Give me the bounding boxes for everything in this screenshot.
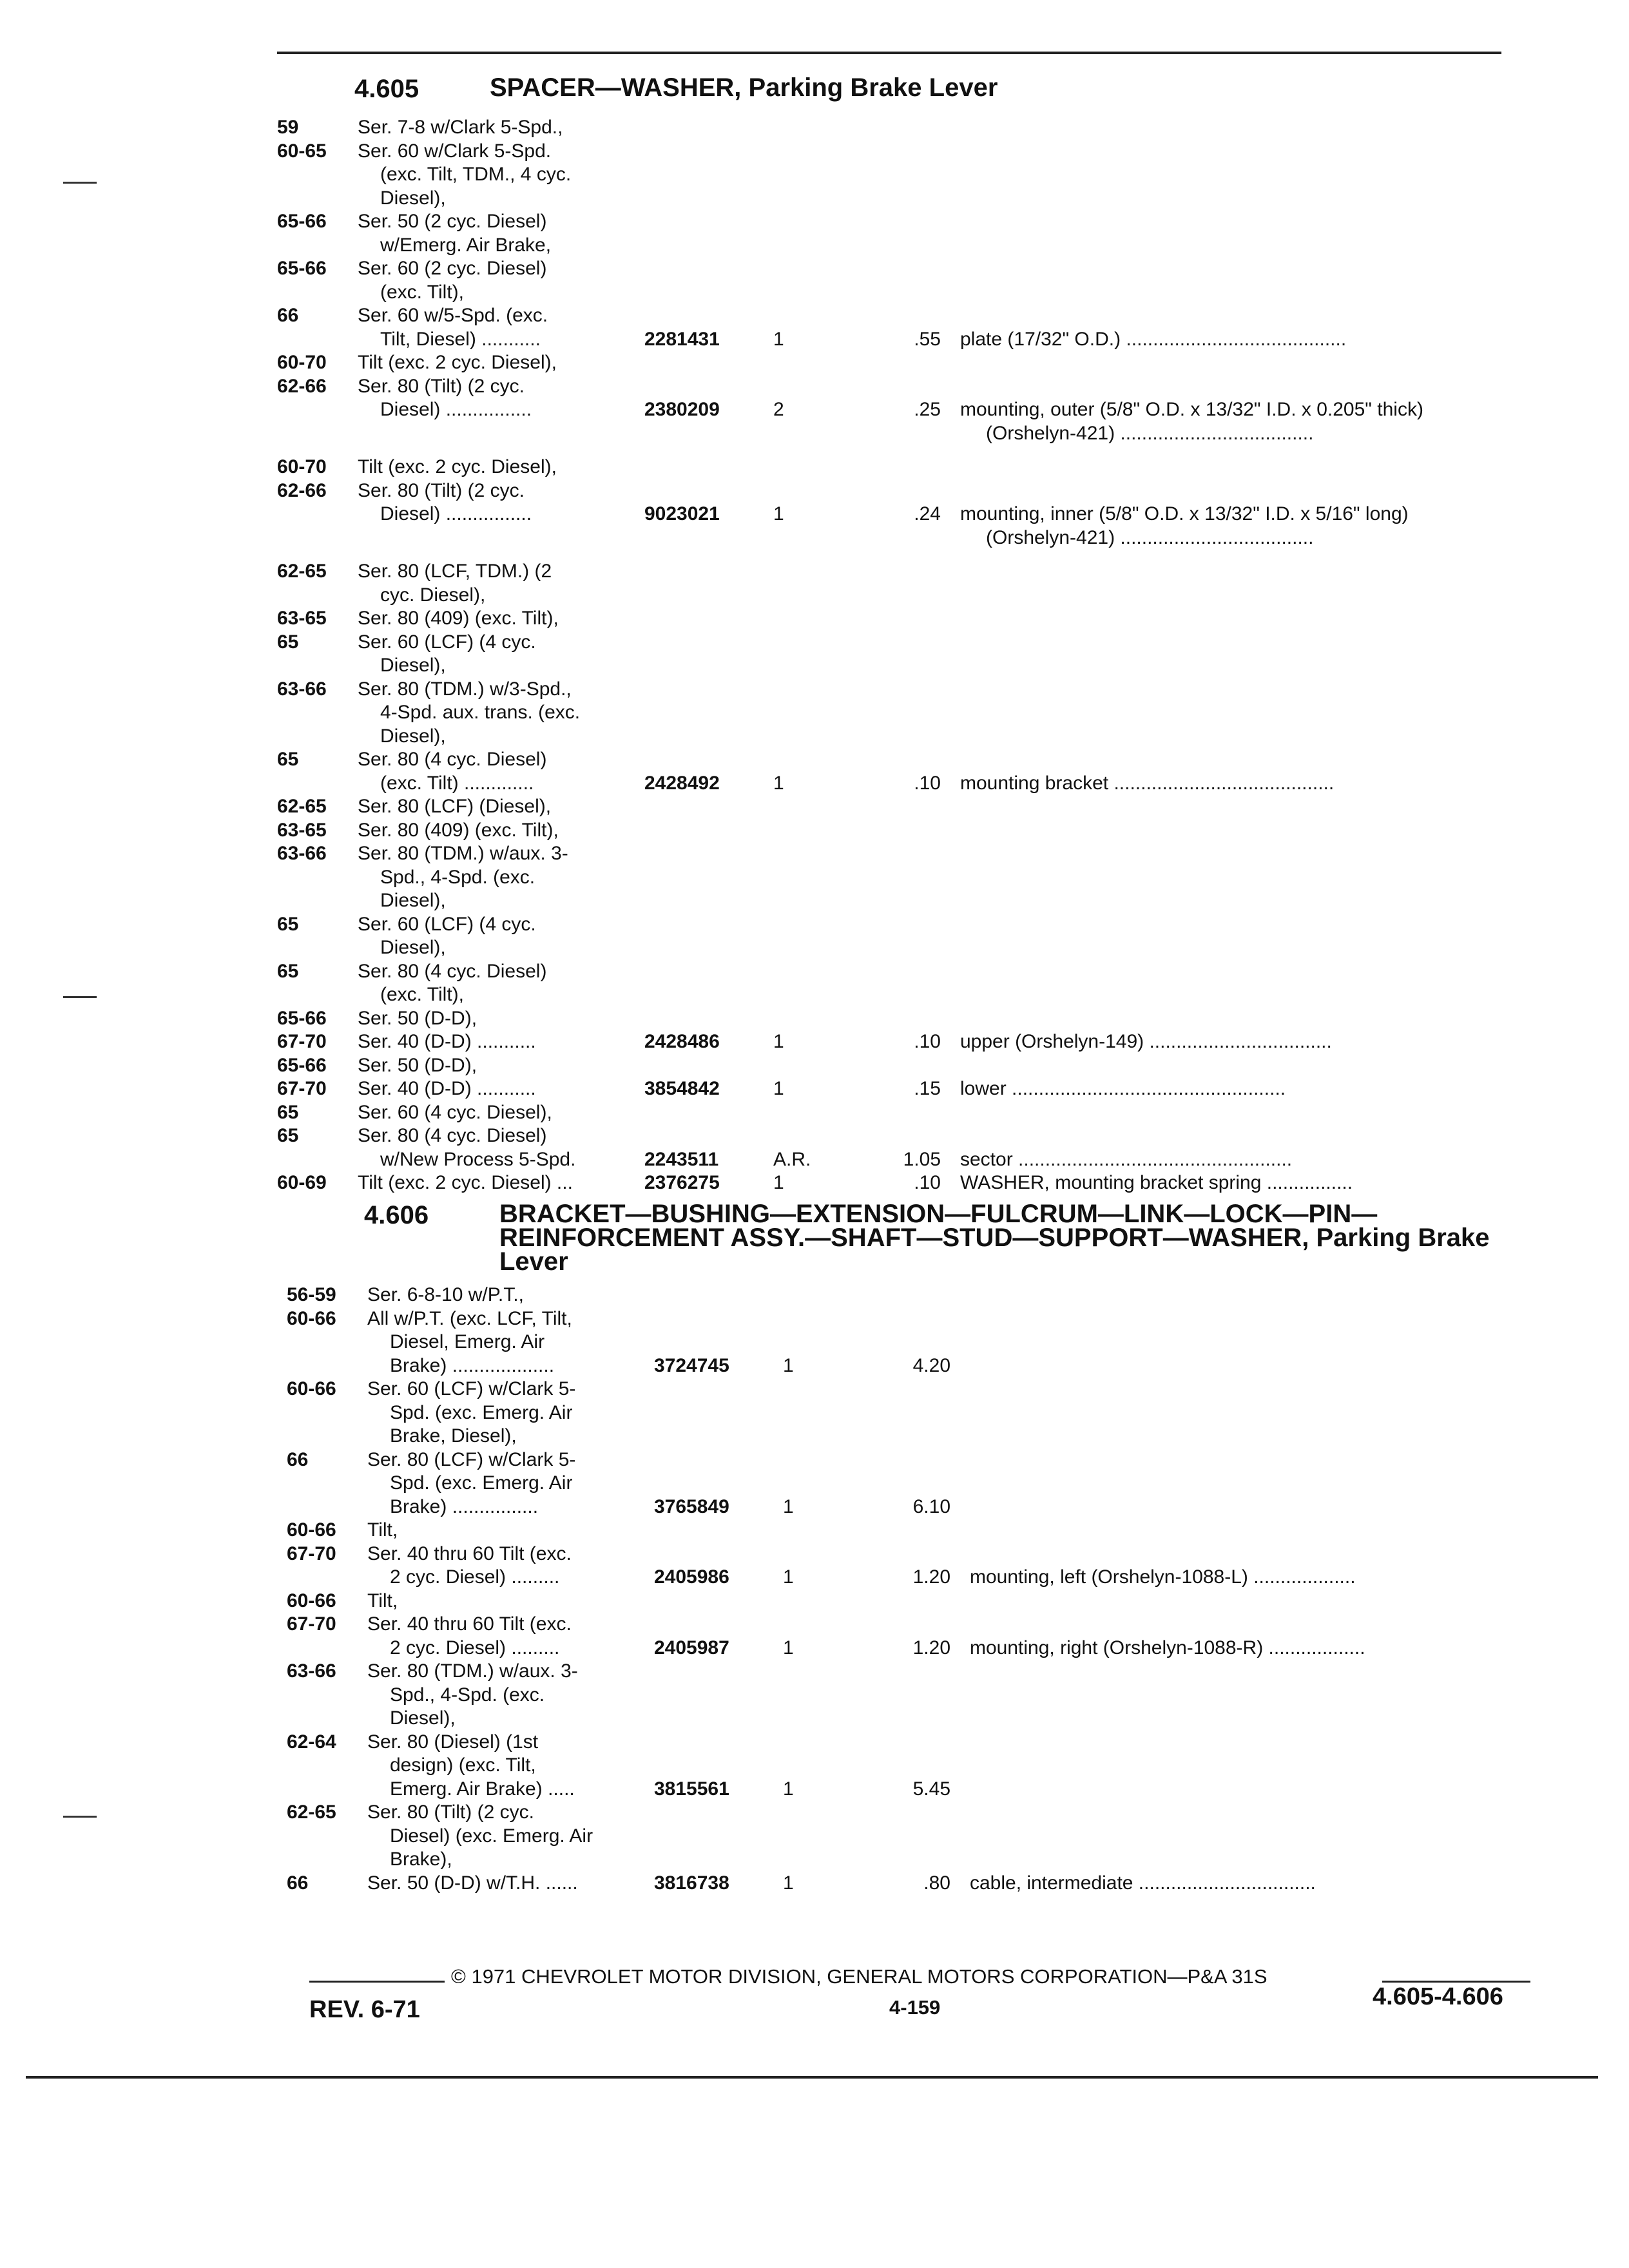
- section-title: SPACER—WASHER, Parking Brake Lever: [490, 73, 998, 102]
- quantity: 1: [773, 328, 784, 350]
- model-years: 67-70: [277, 1031, 327, 1052]
- quantity: 1: [783, 1778, 794, 1800]
- application-description: Diesel),: [380, 187, 446, 209]
- application-description: Diesel, Emerg. Air: [390, 1331, 545, 1352]
- application-description: Diesel),: [380, 725, 446, 747]
- part-number: 2405986: [654, 1566, 729, 1588]
- model-years: 65-66: [277, 211, 327, 232]
- application-description: Ser. 60 (LCF) (4 cyc.: [358, 913, 536, 935]
- punch-mark: [63, 182, 97, 184]
- application-description: Ser. 80 (4 cyc. Diesel): [358, 749, 547, 770]
- model-years: 60-66: [287, 1519, 336, 1541]
- section-reference: 4.605-4.606: [1373, 1983, 1503, 2010]
- application-description: Ser. 50 (D-D),: [358, 1054, 477, 1076]
- list-price: 5.45: [912, 1778, 950, 1800]
- application-description: Brake, Diesel),: [390, 1425, 517, 1446]
- section-number: 4.605: [354, 75, 419, 103]
- application-description: Tilt, Diesel) ...........: [380, 328, 541, 350]
- quantity: 1: [773, 1078, 784, 1099]
- application-description: Ser. 80 (4 cyc. Diesel): [358, 960, 547, 982]
- list-price: 1.20: [912, 1566, 950, 1588]
- quantity: 1: [783, 1495, 794, 1517]
- part-name: plate (17/32" O.D.) .........................................: [960, 328, 1347, 350]
- application-description: Ser. 40 (D-D) ...........: [358, 1078, 536, 1099]
- application-description: Ser. 80 (409) (exc. Tilt),: [358, 608, 559, 629]
- application-description: Ser. 60 w/Clark 5-Spd.: [358, 140, 552, 162]
- application-description: Diesel),: [380, 655, 446, 676]
- application-description: Tilt (exc. 2 cyc. Diesel),: [358, 456, 557, 477]
- application-description: (exc. Tilt) .............: [380, 772, 534, 794]
- application-description: Ser. 80 (LCF) (Diesel),: [358, 796, 552, 817]
- model-years: 65: [277, 749, 299, 770]
- top-rule: [277, 52, 1501, 54]
- model-years: 63-65: [277, 819, 327, 841]
- application-description: Tilt (exc. 2 cyc. Diesel) ...: [358, 1172, 573, 1193]
- part-name: WASHER, mounting bracket spring ................: [960, 1172, 1353, 1193]
- application-description: Ser. 80 (LCF) w/Clark 5-: [367, 1448, 576, 1470]
- application-description: Ser. 80 (TDM.) w/aux. 3-: [367, 1660, 578, 1682]
- application-description: Spd., 4-Spd. (exc.: [390, 1684, 545, 1706]
- part-name: sector ...................................................: [960, 1148, 1293, 1170]
- quantity: 1: [783, 1872, 794, 1894]
- application-description: Diesel) ................: [380, 503, 532, 524]
- part-name: upper (Orshelyn-149) ..................................: [960, 1031, 1332, 1052]
- model-years: 60-66: [287, 1378, 336, 1399]
- application-description: (exc. Tilt, TDM., 4 cyc.: [380, 164, 572, 185]
- list-price: .10: [914, 1031, 941, 1052]
- application-description: Tilt (exc. 2 cyc. Diesel),: [358, 352, 557, 373]
- bottom-rule: [26, 2076, 1598, 2079]
- model-years: 65: [277, 1101, 299, 1123]
- model-years: 67-70: [287, 1613, 336, 1635]
- application-description: Diesel),: [380, 890, 446, 911]
- application-description: 2 cyc. Diesel) .........: [390, 1637, 560, 1658]
- part-number: 2405987: [654, 1637, 729, 1658]
- application-description: Spd., 4-Spd. (exc.: [380, 866, 535, 888]
- application-description: Ser. 60 (LCF) w/Clark 5-: [367, 1378, 576, 1399]
- part-name: lower ...................................................: [960, 1078, 1286, 1099]
- quantity: 1: [783, 1566, 794, 1588]
- application-description: Ser. 80 (TDM.) w/3-Spd.,: [358, 678, 572, 700]
- application-description: cyc. Diesel),: [380, 584, 486, 606]
- part-number: 2281431: [644, 328, 720, 350]
- application-description: Ser. 50 (D-D),: [358, 1007, 477, 1029]
- model-years: 62-65: [287, 1802, 336, 1823]
- model-years: 65: [277, 913, 299, 935]
- list-price: .55: [914, 328, 941, 350]
- application-description: Ser. 50 (2 cyc. Diesel): [358, 211, 547, 232]
- application-description: Ser. 60 (2 cyc. Diesel): [358, 258, 547, 279]
- application-description: Tilt,: [367, 1590, 398, 1611]
- part-name: mounting bracket .........................................: [960, 772, 1335, 794]
- quantity: 1: [773, 1031, 784, 1052]
- model-years: 60-70: [277, 456, 327, 477]
- model-years: 60-70: [277, 352, 327, 373]
- application-description: Diesel),: [380, 937, 446, 958]
- model-years: 65-66: [277, 258, 327, 279]
- quantity: A.R.: [773, 1148, 811, 1170]
- model-years: 60-65: [277, 140, 327, 162]
- part-name: mounting, left (Orshelyn-1088-L) ...................: [970, 1566, 1356, 1588]
- application-description: Diesel) ................: [380, 399, 532, 420]
- application-description: w/Emerg. Air Brake,: [380, 234, 552, 256]
- list-price: 4.20: [912, 1354, 950, 1376]
- application-description: Diesel) (exc. Emerg. Air: [390, 1825, 593, 1847]
- model-years: 65: [277, 1125, 299, 1146]
- application-description: Diesel),: [390, 1707, 456, 1729]
- quantity: 1: [773, 503, 784, 524]
- quantity: 2: [773, 399, 784, 420]
- model-years: 56-59: [287, 1284, 336, 1305]
- page-number: 4-159: [889, 1996, 941, 2019]
- application-description: 2 cyc. Diesel) .........: [390, 1566, 560, 1588]
- part-number: 2243511: [644, 1148, 719, 1170]
- application-description: Ser. 60 (LCF) (4 cyc.: [358, 631, 536, 653]
- model-years: 63-66: [287, 1660, 336, 1682]
- punch-mark: [63, 996, 97, 998]
- application-description: Ser. 80 (LCF, TDM.) (2: [358, 561, 552, 582]
- model-years: 67-70: [287, 1542, 336, 1564]
- model-years: 62-66: [277, 375, 327, 397]
- application-description: Ser. 80 (409) (exc. Tilt),: [358, 819, 559, 841]
- part-number: 2380209: [644, 399, 720, 420]
- model-years: 63-65: [277, 608, 327, 629]
- model-years: 65-66: [277, 1054, 327, 1076]
- part-name-continued: (Orshelyn-421) ....................................: [986, 422, 1314, 444]
- application-description: (exc. Tilt),: [380, 984, 465, 1005]
- model-years: 63-66: [277, 678, 327, 700]
- application-description: Ser. 50 (D-D) w/T.H. ......: [367, 1872, 578, 1894]
- part-number: 3765849: [654, 1495, 729, 1517]
- application-description: Spd. (exc. Emerg. Air: [390, 1472, 573, 1494]
- model-years: 67-70: [277, 1078, 327, 1099]
- part-number: 3724745: [654, 1354, 729, 1376]
- section-title: BRACKET—BUSHING—EXTENSION—FULCRUM—LINK—LOCK—PIN—REINFORCEMENT ASSY.—SHAFT—STUD—SUPPORT—WASHER, Parking Brake Lever: [499, 1200, 1490, 1276]
- model-years: 66: [287, 1448, 309, 1470]
- part-name: cable, intermediate .................................: [970, 1872, 1316, 1894]
- part-number: 2428492: [644, 772, 720, 794]
- model-years: 66: [277, 305, 299, 326]
- quantity: 1: [783, 1637, 794, 1658]
- model-years: 63-66: [277, 843, 327, 864]
- quantity: 1: [783, 1354, 794, 1376]
- application-description: Emerg. Air Brake) .....: [390, 1778, 575, 1800]
- model-years: 60-69: [277, 1172, 327, 1193]
- punch-mark: [63, 1816, 97, 1818]
- model-years: 65: [277, 960, 299, 982]
- application-description: Ser. 60 (4 cyc. Diesel),: [358, 1101, 552, 1123]
- list-price: .25: [914, 399, 941, 420]
- list-price: 1.05: [903, 1148, 941, 1170]
- part-number: 9023021: [644, 503, 720, 524]
- part-number: 3816738: [654, 1872, 729, 1894]
- footer-rule: [309, 1981, 445, 1983]
- application-description: (exc. Tilt),: [380, 281, 465, 303]
- model-years: 59: [277, 117, 299, 138]
- model-years: 62-65: [277, 796, 327, 817]
- part-name-continued: (Orshelyn-421) ....................................: [986, 526, 1314, 548]
- revision-label: REV. 6-71: [309, 1996, 420, 2023]
- application-description: 4-Spd. aux. trans. (exc.: [380, 702, 581, 723]
- model-years: 62-65: [277, 561, 327, 582]
- model-years: 62-66: [277, 479, 327, 501]
- application-description: w/New Process 5-Spd.: [380, 1148, 576, 1170]
- part-number: 2376275: [644, 1172, 720, 1193]
- model-years: 65-66: [277, 1007, 327, 1029]
- copyright-notice: © 1971 CHEVROLET MOTOR DIVISION, GENERAL MOTORS CORPORATION—P&A 31S: [451, 1965, 1268, 1988]
- application-description: Ser. 80 (TDM.) w/aux. 3-: [358, 843, 568, 864]
- application-description: Ser. 80 (Tilt) (2 cyc.: [367, 1802, 534, 1823]
- application-description: Brake) ...................: [390, 1354, 555, 1376]
- application-description: Ser. 80 (Tilt) (2 cyc.: [358, 375, 525, 397]
- list-price: .15: [914, 1078, 941, 1099]
- application-description: Ser. 80 (Tilt) (2 cyc.: [358, 479, 525, 501]
- quantity: 1: [773, 772, 784, 794]
- part-name: mounting, outer (5/8" O.D. x 13/32" I.D. x 0.205" thick): [960, 399, 1423, 420]
- application-description: Ser. 40 (D-D) ...........: [358, 1031, 536, 1052]
- list-price: 6.10: [912, 1495, 950, 1517]
- part-name: mounting, right (Orshelyn-1088-R) ..................: [970, 1637, 1365, 1658]
- model-years: 66: [287, 1872, 309, 1894]
- application-description: Brake),: [390, 1849, 452, 1870]
- list-price: .10: [914, 772, 941, 794]
- part-name: mounting, inner (5/8" O.D. x 13/32" I.D. x 5/16" long): [960, 503, 1409, 524]
- list-price: .80: [923, 1872, 950, 1894]
- application-description: Ser. 40 thru 60 Tilt (exc.: [367, 1542, 572, 1564]
- footer-rule: [1382, 1981, 1530, 1983]
- application-description: Brake) ................: [390, 1495, 539, 1517]
- quantity: 1: [773, 1172, 784, 1193]
- model-years: 65: [277, 631, 299, 653]
- section-number: 4.606: [364, 1201, 429, 1229]
- part-number: 2428486: [644, 1031, 720, 1052]
- list-price: .10: [914, 1172, 941, 1193]
- application-description: All w/P.T. (exc. LCF, Tilt,: [367, 1307, 572, 1329]
- model-years: 60-66: [287, 1307, 336, 1329]
- application-description: design) (exc. Tilt,: [390, 1754, 536, 1776]
- application-description: Ser. 40 thru 60 Tilt (exc.: [367, 1613, 572, 1635]
- list-price: .24: [914, 503, 941, 524]
- model-years: 62-64: [287, 1731, 336, 1753]
- application-description: Tilt,: [367, 1519, 398, 1541]
- part-number: 3815561: [654, 1778, 729, 1800]
- application-description: Ser. 6-8-10 w/P.T.,: [367, 1284, 524, 1305]
- part-number: 3854842: [644, 1078, 720, 1099]
- application-description: Ser. 80 (Diesel) (1st: [367, 1731, 539, 1753]
- application-description: Ser. 80 (4 cyc. Diesel): [358, 1125, 547, 1146]
- application-description: Ser. 60 w/5-Spd. (exc.: [358, 305, 548, 326]
- application-description: Spd. (exc. Emerg. Air: [390, 1401, 573, 1423]
- model-years: 60-66: [287, 1590, 336, 1611]
- list-price: 1.20: [912, 1637, 950, 1658]
- application-description: Ser. 7-8 w/Clark 5-Spd.,: [358, 117, 563, 138]
